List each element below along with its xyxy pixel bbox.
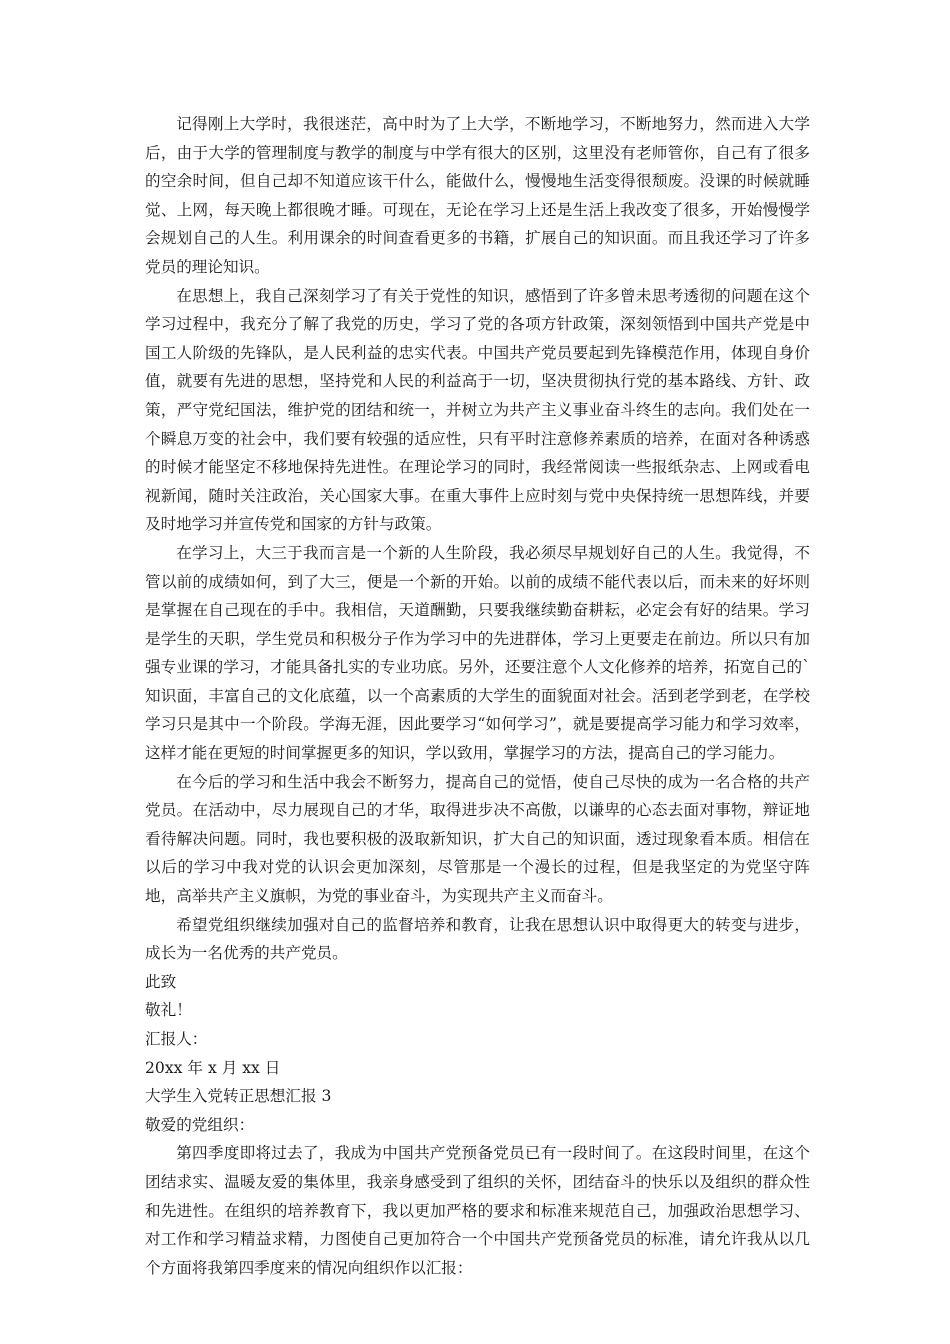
closing-salute-1: 此致 (145, 972, 177, 991)
document-body (145, 110, 810, 1282)
next-report-title: 大学生入党转正思想汇报 3 (145, 1087, 332, 1106)
reporter-label: 汇报人： (145, 1030, 208, 1048)
paragraph-hope: 希望党组织继续加强对自己的监督培养和教育，让我在思想认识中取得更大的转变与进步，成长为一名优秀的共产党员。 (145, 915, 810, 963)
paragraph-study: 在学习上，大三于我而言是一个新的人生阶段，我必须尽早规划好自己的人生。我觉得，不管以前的成绩如何，到了大三，便是一个新的开始。以前的成绩不能代表以后，而未来的好坏则是掌握在自己现在的手中。我相信，天道酬勤，只要我继续勤奋耕耘，必定会有好的结果。学习是学生的天职，学生党员和积极分子作为学习中的先进群体，学习上更要走在前边。所以只有加强专业课的学习，才能具备扎实的专业功底。另外，还要注意个人文化修养的培养，拓宽自己的`知识面，丰富自己的文化底蕴，以一个高素质的大学生的面貌面对社会。活到老学到老，在学校学习只是其中一个阶段。学海无涯，因此要学习“如何学习”，就是要提高学习能力和学习效率，这样才能在更短的时间掌握更多的知识，学以致用，掌握学习的方法，提高自己的学习能力。 (145, 543, 810, 763)
closing-salute-2: 敬礼！ (145, 1001, 192, 1020)
paragraph-university-life: 记得刚上大学时，我很迷茫，高中时为了上大学，不断地学习，不断地努力，然而进入大学后，由于大学的管理制度与教学的制度与中学有很大的区别，这里没有老师管你，自己有了很多的空余时间，但自己却不知道应该干什么，能做什么，慢慢地生活变得很颓废。没课的时候就睡觉、上网，每天晚上都很晚才睡。可现在，无论在学习上还是生活上我改变了很多，开始慢慢学会规划自己的人生。利用课余的时间查看更多的书籍，扩展自己的知识面。而且我还学习了许多党员的理论知识。 (145, 115, 810, 276)
paragraph-fourth-quarter: 第四季度即将过去了，我成为中国共产党预备党员已有一段时间了。在这段时间里，在这个团结求实、温暖友爱的集体里，我亲身感受到了组织的关怀，团结奋斗的快乐以及组织的群众性和先进性。在组织的培养教育下，我以更加严格的要求和标准来规范自己，加强政治思想学习、对工作和学习精益求精，力图使自己更加符合一个中国共产党预备党员的标准，请允许我从以几个方面将我第四季度来的情况向组织作以汇报： (145, 1144, 810, 1277)
salutation: 敬爱的党组织： (145, 1115, 255, 1134)
paragraph-ideology: 在思想上，我自己深刻学习了有关于党性的知识，感悟到了许多曾未思考透彻的问题在这个学习过程中，我充分了解了我党的历史，学习了党的各项方针政策，深刻领悟到中国共产党是中国工人阶级的先锋队，是人民利益的忠实代表。中国共产党员要起到先锋模范作用，体现自身价值，就要有先进的思想，坚持党和人民的利益高于一切，坚决贯彻执行党的基本路线、方针、政策，严守党纪国法，维护党的团结和统一，并树立为共产主义事业奋斗终生的志向。我们处在一个瞬息万变的社会中，我们要有较强的适应性，只有平时注意修养素质的培养，在面对各种诱惑的时候才能坚定不移地保持先进性。在理论学习的同时，我经常阅读一些报纸杂志、上网或看电视新闻，随时关注政治，关心国家大事。在重大事件上应时刻与党中央保持统一思想阵线，并要及时地学习并宣传党和国家的方针与政策。 (145, 286, 810, 534)
paragraph-future: 在今后的学习和生活中我会不断努力，提高自己的觉悟，使自己尽快的成为一名合格的共产党员。在活动中，尽力展现自己的才华，取得进步决不高傲，以谦卑的心态去面对事物，辩证地看待解决问题。同时，我也要积极的汲取新知识，扩大自己的知识面，透过现象看本质。相信在以后的学习中我对党的认识会更加深刻，尽管那是一个漫长的过程，但是我坚定的为党坚守阵地，高举共产主义旗帜，为党的事业奋斗，为实现共产主义而奋斗。 (145, 772, 810, 906)
report-date: 20xx 年 x 月 xx 日 (145, 1058, 281, 1077)
